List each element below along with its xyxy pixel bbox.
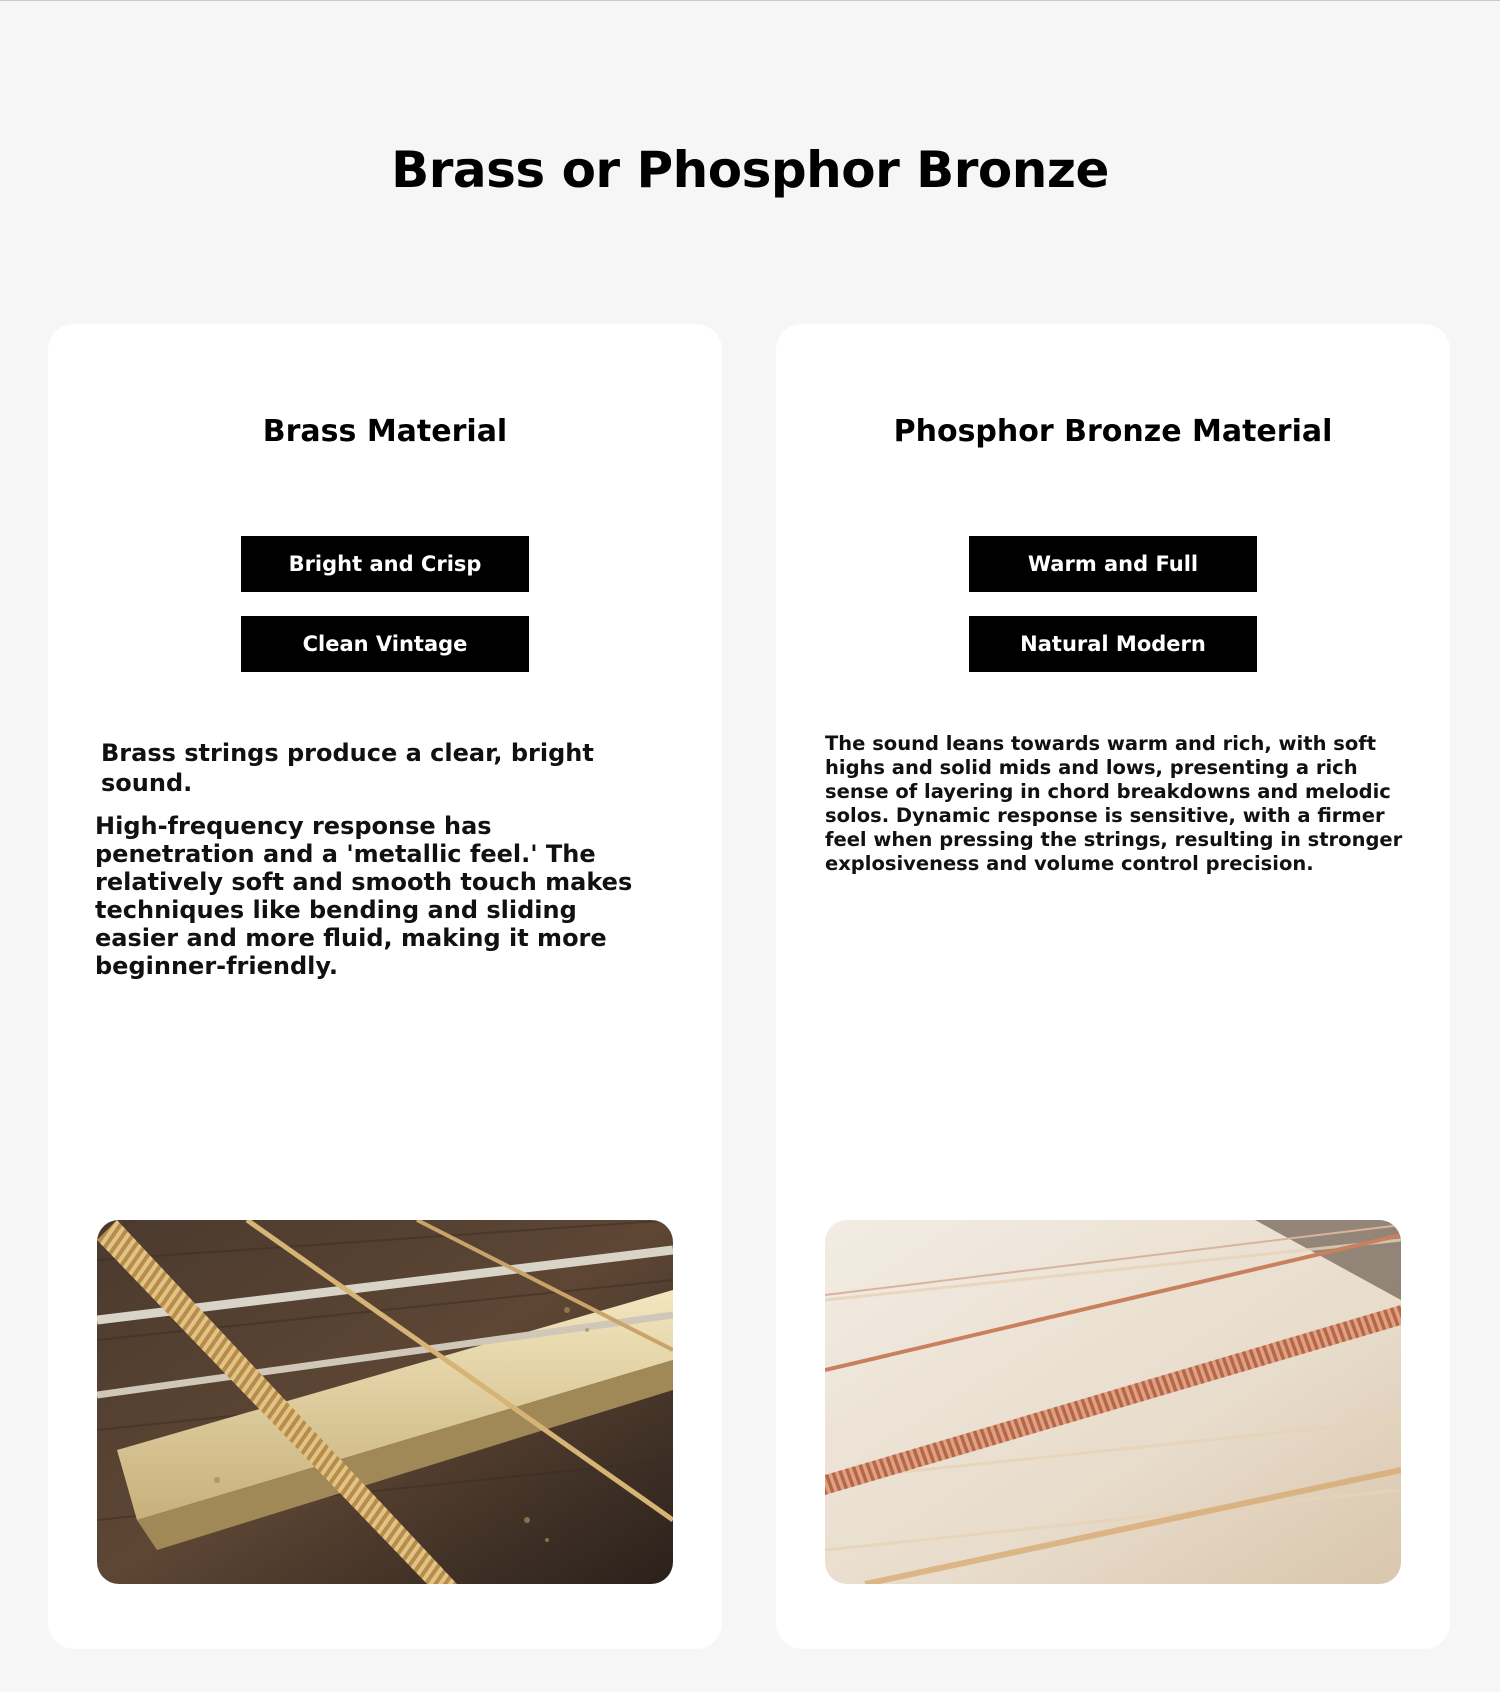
tag-warm-and-full: Warm and Full — [969, 536, 1257, 592]
phosphor-bronze-material-card — [776, 324, 1450, 1649]
tag-bright-and-crisp: Bright and Crisp — [241, 536, 529, 592]
card-description: The sound leans towards warm and rich, with soft highs and solid mids and lows, presenting a rich sense of layering in chord breakdowns and melodic solos. Dynamic response is sensitive, with a firmer feel when pressing the strings, resulting in stronger explosiveness and volume control precision. — [825, 732, 1403, 875]
page-title: Brass or Phosphor Bronze — [391, 141, 1109, 199]
brass-strings-photo — [97, 1220, 673, 1584]
brass-material-card — [48, 324, 722, 1649]
card-title: Phosphor Bronze Material — [893, 414, 1333, 449]
top-divider — [0, 0, 1500, 1]
tag-natural-modern: Natural Modern — [969, 616, 1257, 672]
card-lead-text: Brass strings produce a clear, bright sound. — [101, 739, 594, 797]
tag-clean-vintage: Clean Vintage — [241, 616, 529, 672]
card-title: Brass Material — [262, 414, 508, 449]
phosphor-bronze-strings-photo — [825, 1220, 1401, 1584]
card-description: High-frequency response has penetration and a 'metallic feel.' The relatively soft and smooth touch makes techniques like bending and sliding easier and more fluid, making it more beginner-friendly. — [95, 812, 633, 980]
